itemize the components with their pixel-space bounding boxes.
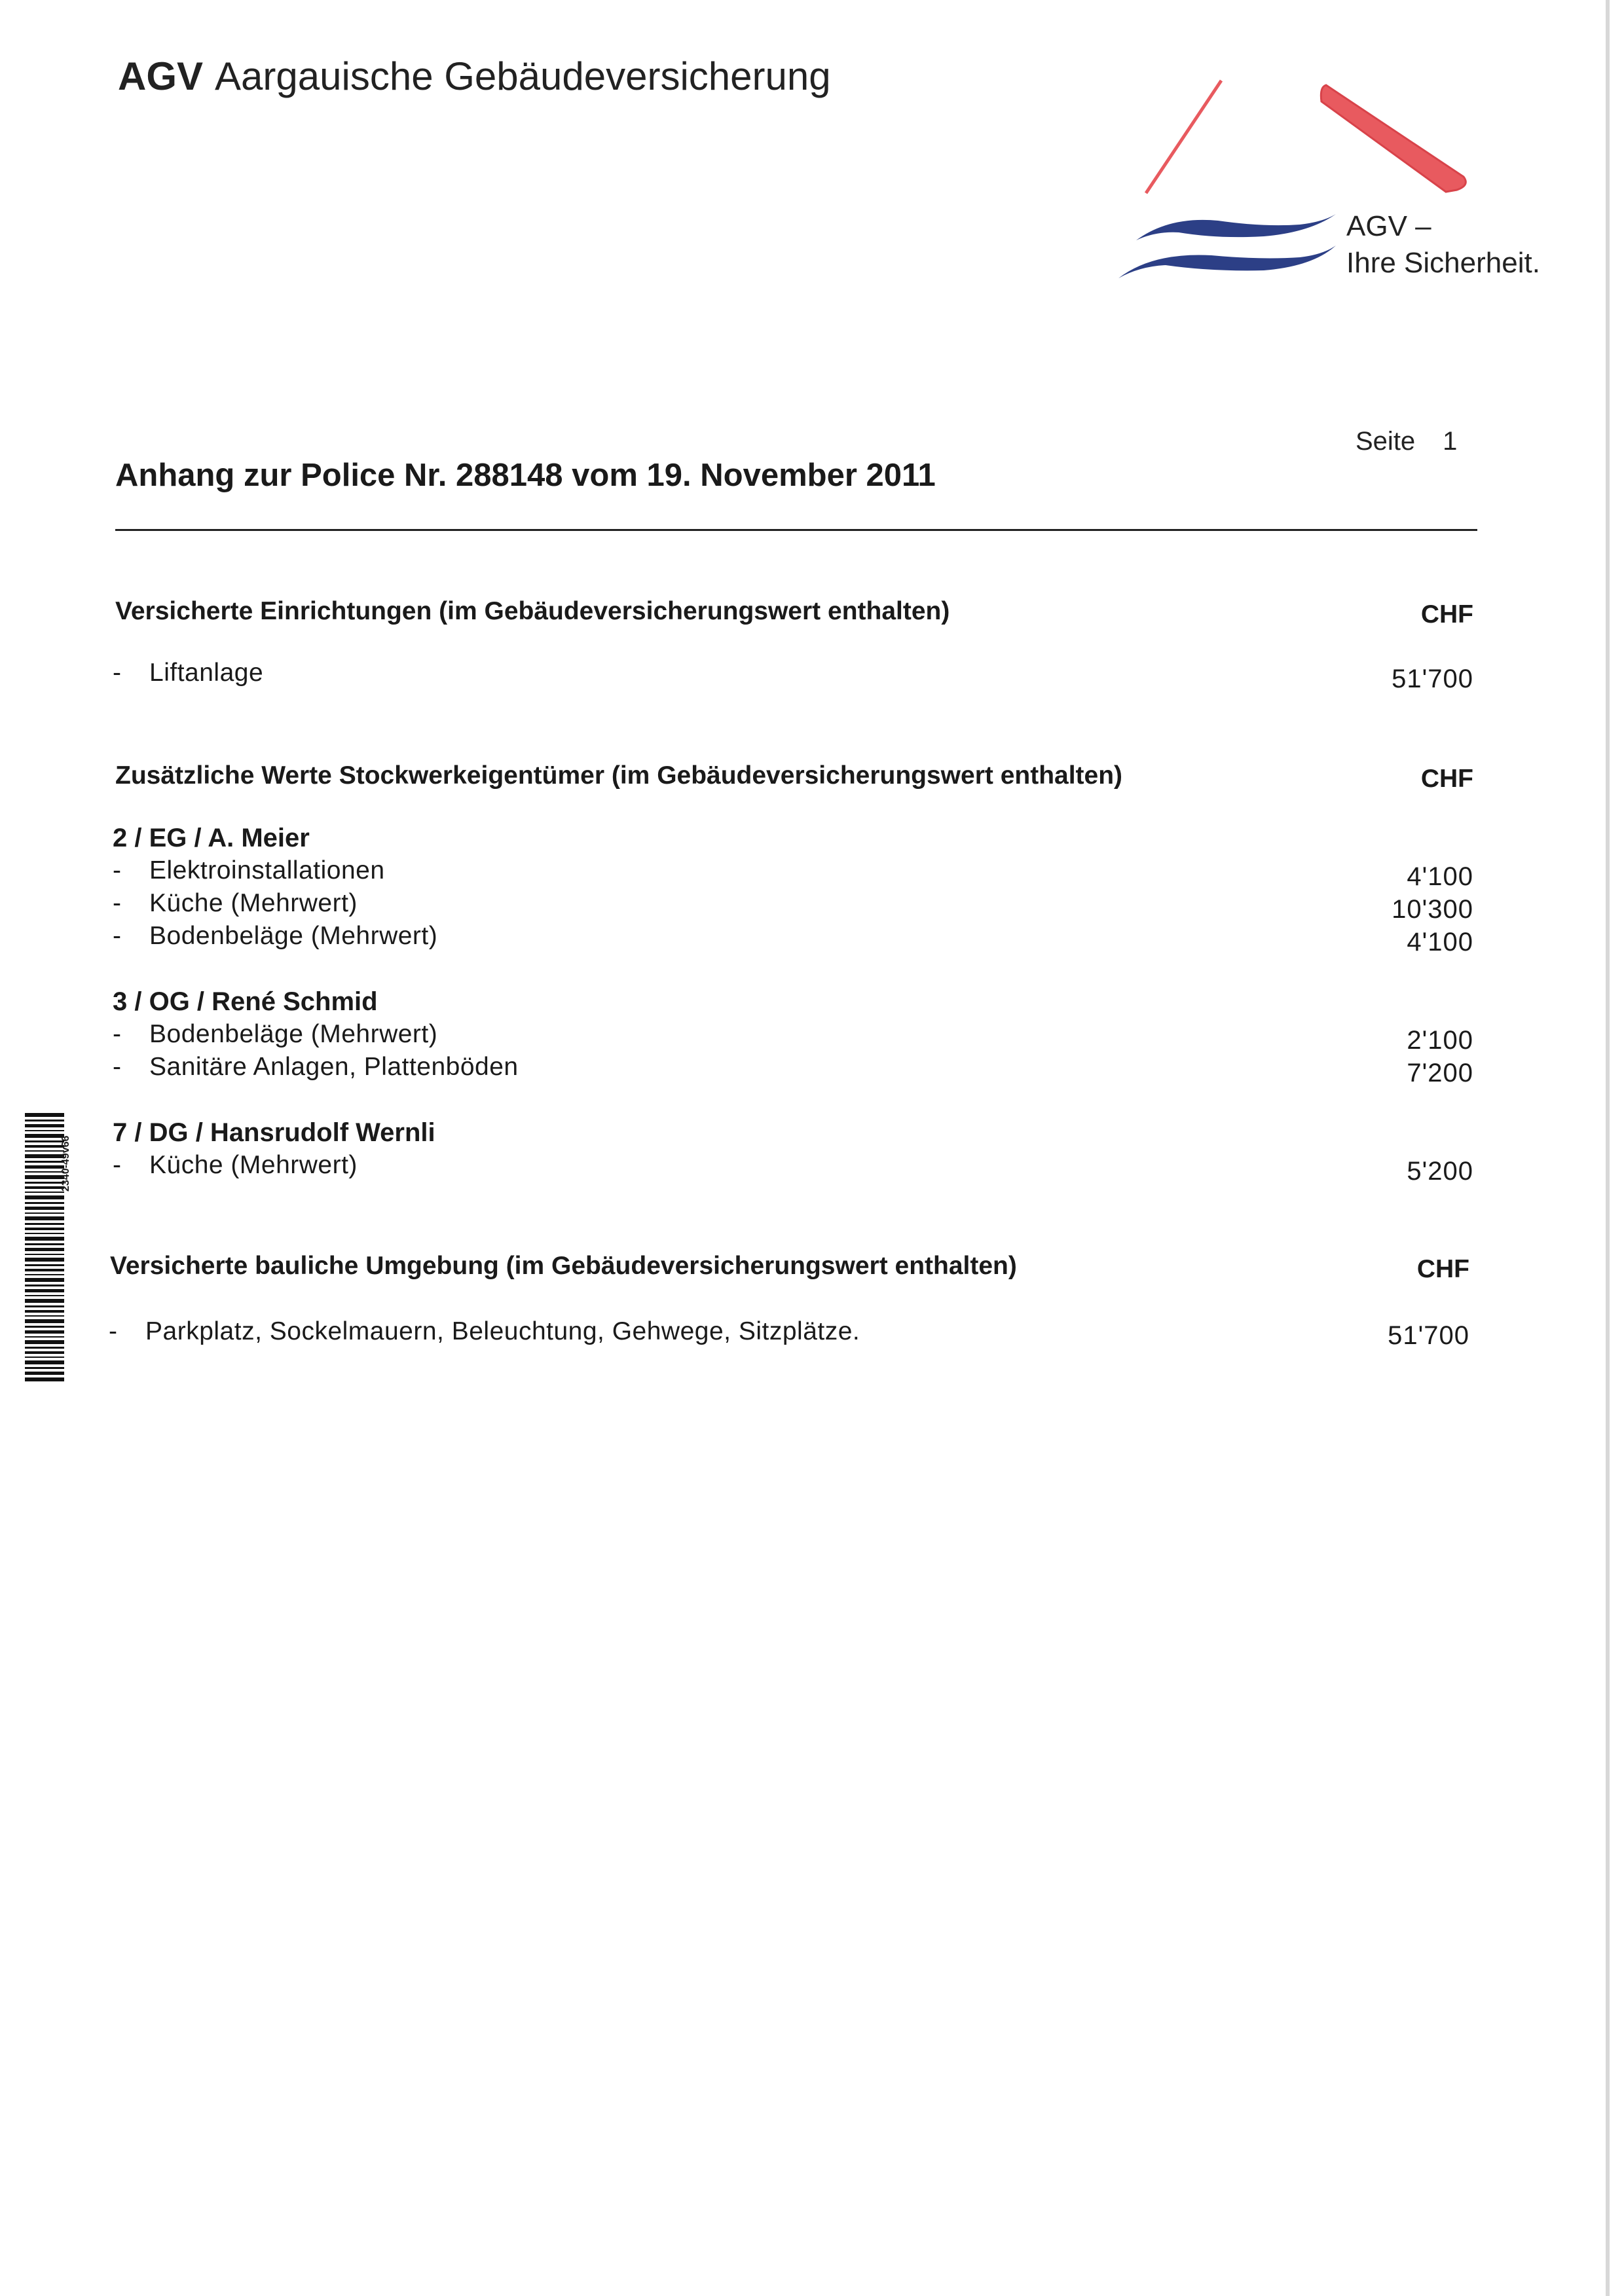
item-label: Parkplatz, Sockelmauern, Beleuchtung, Gehwege, Sitzplätze.	[145, 1317, 860, 1345]
currency-header: CHF	[1420, 600, 1473, 629]
item-label: Küche (Mehrwert)	[149, 889, 358, 917]
item-bullet: -	[113, 1053, 122, 1081]
title-divider	[115, 529, 1477, 531]
list-item	[113, 1151, 358, 1180]
item-bullet: -	[113, 1020, 122, 1048]
item-bullet: -	[113, 856, 122, 884]
section-title-einrichtungen: Versicherte Einrichtungen (im Gebäudeversicherungswert enthalten)	[115, 597, 950, 625]
item-bullet: -	[109, 1317, 118, 1345]
item-amount: 51'700	[1388, 1321, 1469, 1350]
list-item	[113, 856, 385, 885]
page-indicator	[1356, 427, 1457, 456]
item-amount: 51'700	[1392, 665, 1473, 693]
page-label: Seite	[1356, 427, 1416, 456]
owner-heading: 2 / EG / A. Meier	[113, 824, 310, 852]
slogan-line-2: Ihre Sicherheit.	[1346, 247, 1540, 279]
document-title: Anhang zur Police Nr. 288148 vom 19. November 2011	[115, 458, 936, 493]
logo-roof-left-line	[1146, 81, 1221, 193]
logo-wave-upper	[1136, 214, 1336, 240]
list-item	[113, 889, 358, 918]
item-label: Sanitäre Anlagen, Plattenböden	[149, 1053, 519, 1081]
item-bullet: -	[113, 922, 122, 950]
section-title-stockwerk: Zusätzliche Werte Stockwerkeigentümer (im Gebäudeversicherungswert enthalten)	[115, 761, 1123, 790]
logo-wave-lower	[1118, 246, 1336, 278]
owner-heading: 3 / OG / René Schmid	[113, 987, 378, 1016]
owner-heading: 7 / DG / Hansrudolf Wernli	[113, 1118, 435, 1147]
scan-edge	[1606, 0, 1610, 2296]
company-header	[118, 54, 831, 99]
item-amount: 10'300	[1392, 895, 1473, 924]
item-label: Elektroinstallationen	[149, 856, 385, 884]
item-bullet: -	[113, 889, 122, 917]
currency-header: CHF	[1416, 1255, 1469, 1283]
section-title-umgebung: Versicherte bauliche Umgebung (im Gebäudeversicherungswert enthalten)	[110, 1252, 1017, 1280]
list-item	[113, 922, 437, 951]
item-amount: 7'200	[1407, 1059, 1473, 1087]
slogan-line-1: AGV –	[1346, 210, 1431, 242]
item-label: Küche (Mehrwert)	[149, 1151, 358, 1179]
company-name: Aargauische Gebäudeversicherung	[215, 54, 831, 98]
item-amount: 2'100	[1407, 1026, 1473, 1055]
slogan	[1346, 208, 1540, 282]
list-item	[109, 1317, 860, 1346]
barcode	[25, 1113, 64, 1381]
item-amount: 4'100	[1407, 928, 1473, 957]
barcode-number: 2340-49v66	[60, 1135, 71, 1192]
company-abbreviation: AGV	[118, 54, 204, 98]
item-amount: 4'100	[1407, 862, 1473, 891]
item-bullet: -	[113, 1151, 122, 1179]
item-label: Bodenbeläge (Mehrwert)	[149, 1020, 438, 1048]
item-bullet: -	[113, 659, 122, 687]
logo-roof-right-shape	[1321, 85, 1466, 192]
item-label: Bodenbeläge (Mehrwert)	[149, 922, 438, 950]
page-number: 1	[1443, 427, 1458, 456]
item-label: Liftanlage	[149, 659, 264, 687]
list-item	[113, 1020, 437, 1049]
list-item	[113, 659, 263, 687]
item-amount: 5'200	[1407, 1157, 1473, 1186]
list-item	[113, 1053, 519, 1082]
currency-header: CHF	[1420, 765, 1473, 793]
